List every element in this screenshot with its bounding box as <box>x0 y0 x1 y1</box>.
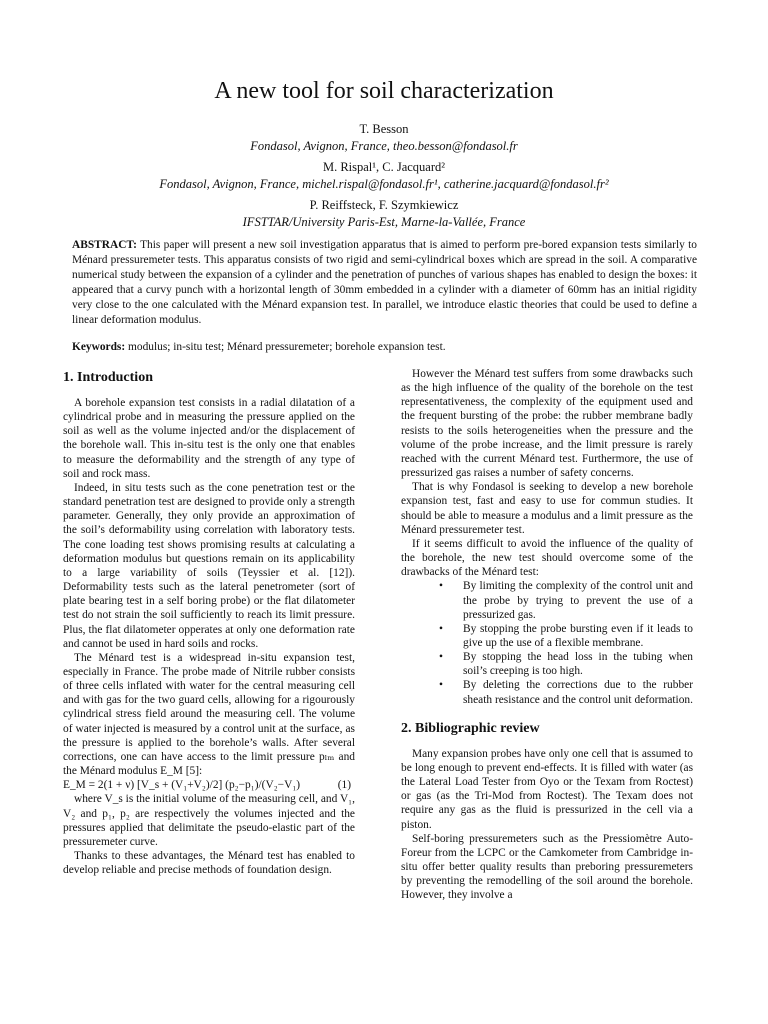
author-affiliation: Fondasol, Avignon, France, michel.rispal@fondasol.fr¹, catherine.jacquard@fondasol.fr² <box>159 177 609 191</box>
abstract-text: This paper will present a new soil investigation apparatus that is aimed to perform pre-bored expansion tests similarly to Ménard pressuremeter tests. This apparatus consists of two rigid and semi-cylindrical boxes which are spread in the soil. A comparative numerical study between the expansion of a cylinder and the penetration of punches of various shapes has enabled to design the boxes: it appeared that a curvy punch with a horizontal length of 30mm embedded in a cylinder with a diameter of 60mm has an initial rigidity very close to the one calculated with the Ménard expansion test. In parallel, we introduce elastic theories that could be used to define a linear deformation modulus. <box>72 239 697 327</box>
paper-title: A new tool for soil characterization <box>214 78 554 104</box>
author-affiliation: IFSTTAR/University Paris-Est, Marne-la-Vallée, France <box>242 215 526 229</box>
paragraph: That is why Fondasol is seeking to develop a new borehole expansion test, fast and easy to use for commun studies. It should be able to measure a modulus and a limit pressure as the Ménard pressuremeter test. <box>401 481 693 536</box>
bullet-icon: • <box>439 679 443 692</box>
keywords-text: modulus; in-situ test; Ménard pressuremeter; borehole expansion test. <box>128 341 446 353</box>
left-column <box>63 367 355 877</box>
author-names: M. Rispal¹, C. Jacquard² <box>322 160 446 174</box>
section-heading-introduction: 1. Introduction <box>63 370 153 385</box>
author-names: T. Besson <box>359 122 409 136</box>
list-item: • By limiting the complexity of the control unit and the probe by trying to prevent the use of a pressurized gas. <box>439 580 693 621</box>
bullet-icon: • <box>439 651 443 664</box>
paragraph: However the Ménard test suffers from some drawbacks such as the high influence of the quality of the borehole on the test representativeness, the complexity of the equipment used and the frequent bursting of the probe: the rubber membrane badly resists to the soils heterogeneities when the pressure and the volume of the probe increase, and the limit pressure is rarely reached with the current Ménard test. Furthermore, the use of pressurized gas raises a number of safety concerns. <box>401 368 693 480</box>
paragraph: where V_s is the initial volume of the measuring cell, and V₁, V₂ and p₁, p₂ are respectively the volumes injected and the pressures applied that delimitate the pseudo-elastic part of the pressuremeter curve. <box>63 793 355 848</box>
list-item: • By stopping the probe bursting even if it leads to give up the use of a flexible membrane. <box>439 622 693 649</box>
section-heading-bibliographic-review: 2. Bibliographic review <box>401 720 540 736</box>
equation-1 <box>63 778 355 792</box>
author-affiliation: Fondasol, Avignon, France, theo.besson@fondasol.fr <box>250 139 518 153</box>
paragraph: Thanks to these advantages, the Ménard test has enabled to develop reliable and precise methods of foundation design. <box>63 850 355 877</box>
keywords <box>72 340 697 355</box>
bullet-icon: • <box>439 622 443 635</box>
author-names: P. Reiffsteck, F. Szymkiewicz <box>309 198 459 212</box>
right-column <box>401 367 693 902</box>
drawbacks-list <box>401 579 693 706</box>
equation-body: E_M = 2(1 + ν) [V_s + (V₁+V₂)/2] (p₂−p₁)/(V₂−V₁) <box>63 779 301 792</box>
abstract <box>72 238 697 329</box>
paragraph: The Ménard test is a widespread in-situ expansion test, especially in France. The probe made of Nitrile rubber consists of three cells inflated with water for the central measuring cell and with gas for the two guard cells, allowing for a rigourously cylindrical stress field around the measuring cell. The volume of water injected is measured by a control unit at the surface, as the pressure is applied to the borehole’s walls. After several corrections, one can have access to the limit pressure pₗₘ and the Ménard modulus E_M [5]: <box>63 651 355 778</box>
abstract-label: ABSTRACT: <box>72 239 137 251</box>
list-item: • By stopping the head loss in the tubing when soil’s creeping is too high. <box>439 651 693 678</box>
list-item: • By deleting the corrections due to the rubber sheath resistance and the control unit deformation. <box>439 679 693 706</box>
paragraph: Indeed, in situ tests such as the cone penetration test or the standard penetration test are designed to provide only a strength parameter. Generally, they only provide an approximation of the soil’s deformability using correlation with laboratory tests. The cone loading test shows promising results at calculating a deformation modulus but questions remain on its applicability to a large variability of soils (Teyssier et al. [12]). Deformability tests such as the lateral penetrometer (sort of plate bearing test in a self boring probe) or the flat dilatometer test do not strain the soil sufficiently to reach its limit pressure. Plus, the flat dilatometer opperates at only one deformation rate and cannot be used in hard soils and rocks. <box>63 481 355 650</box>
paragraph: A borehole expansion test consists in a radial dilatation of a cylindrical probe and in measuring the pressure applied on the soil as well as the volume injected and/or the displacement of the borehole wall. This in-situ test is the only one that enables to measure the deformability and the strength of any type of soil and rock mass. <box>63 397 355 480</box>
paragraph: Self-boring pressuremeters such as the Pressiomètre Auto-Foreur from the LCPC or the Camkometer from Cambridge in-situ offer better quality results than preboring pressuremeters by preventing the remodelling of the soil around the borehole. However, they involve a <box>401 832 693 902</box>
keywords-label: Keywords: <box>72 341 126 353</box>
equation-number: (1) <box>337 779 351 792</box>
paragraph: Many expansion probes have only one cell that is assumed to be long enough to prevent end-effects. It is filled with water (as the Lateral Load Tester from Oyo or the Texam from Roctest) or gas (as the Tri-Mod from Roctest). The Texam does not require any gas as the fluid is pressurized in the cell via a piston. <box>401 747 693 831</box>
author-block <box>40 121 728 235</box>
bullet-icon: • <box>439 580 443 593</box>
paragraph: If it seems difficult to avoid the influence of the quality of the borehole, the new test should overcome some of the drawbacks of the Ménard test: <box>401 537 693 579</box>
